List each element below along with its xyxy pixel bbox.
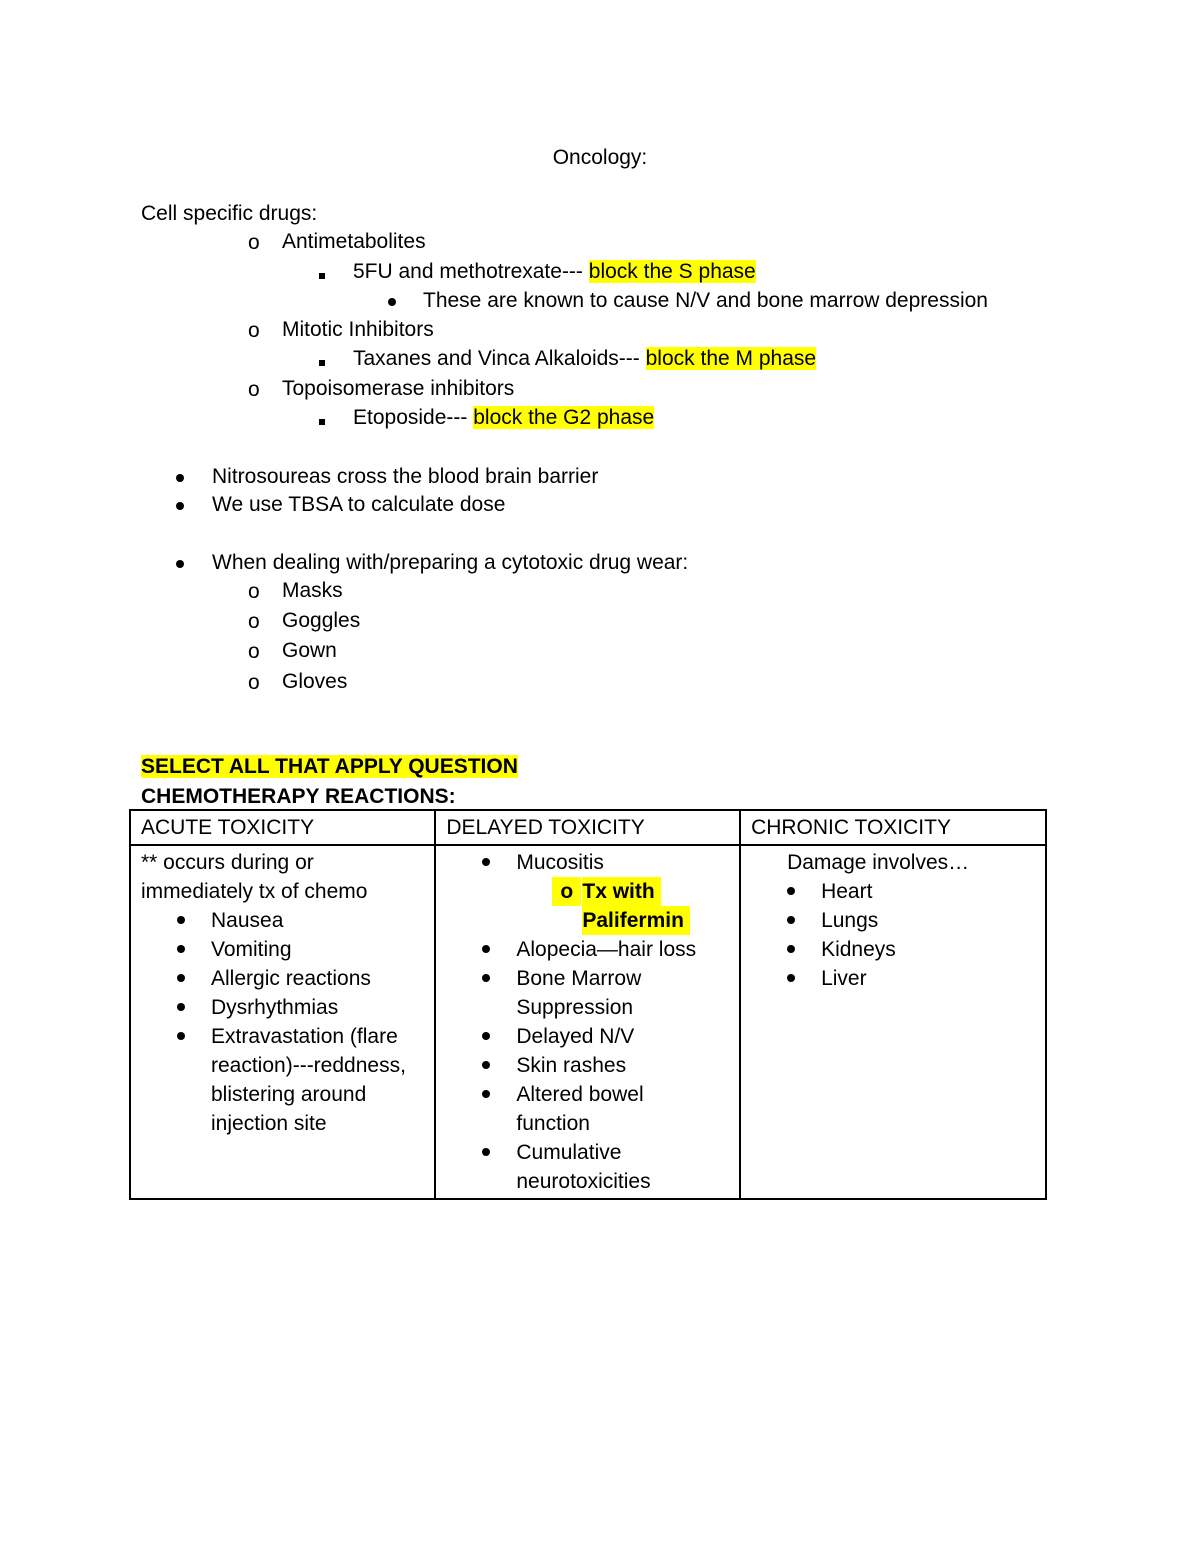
circle-bullet-icon: o (248, 378, 260, 401)
acute-intro: ** occurs during or (141, 851, 314, 874)
sub-list-item: o Tx with Palifermin (446, 877, 729, 935)
dot-bullet-icon (482, 1090, 490, 1098)
list-item: Extravastation (flare reaction)---reddness, blistering around injection site (141, 1022, 424, 1138)
square-bullet-icon (319, 346, 325, 374)
list-item: Delayed N/V (446, 1022, 729, 1051)
chronic-list (751, 877, 1035, 993)
list-item: Mucositis (446, 848, 729, 877)
drug-example-line: Taxanes and Vinca Alkaloids--- block the M phase (353, 347, 817, 370)
dot-bullet-icon (177, 916, 185, 924)
list-item: Lungs (751, 906, 1035, 935)
dot-bullet-icon (482, 1032, 490, 1040)
acute-cell (130, 845, 435, 1199)
delayed-list (446, 848, 729, 877)
list-item: Heart (751, 877, 1035, 906)
drug-example-line: Etoposide--- block the G2 phase (353, 406, 655, 429)
list-item: Bone Marrow Suppression (446, 964, 729, 1022)
dot-bullet-icon (787, 916, 795, 924)
list-item: Kidneys (751, 935, 1035, 964)
list-item: Liver (751, 964, 1035, 993)
highlighted-phase: block the G2 phase (473, 406, 655, 429)
delayed-cell (435, 845, 740, 1199)
header-delayed: DELAYED TOXICITY (435, 810, 740, 845)
dot-bullet-icon (482, 1148, 490, 1156)
drug-note: These are known to cause N/V and bone marrow depression (423, 289, 988, 312)
question-banner: SELECT ALL THAT APPLY QUESTION (141, 755, 518, 778)
list-item: Cumulative neurotoxicities (446, 1138, 729, 1196)
list-item: Dysrhythmias (141, 993, 424, 1022)
list-item: Skin rashes (446, 1051, 729, 1080)
acute-intro: immediately tx of chemo (141, 880, 368, 903)
dot-bullet-icon (787, 974, 795, 982)
dot-bullet-icon (482, 945, 490, 953)
page-title: Oncology: (552, 146, 648, 169)
dot-bullet-icon (388, 286, 396, 314)
dot-bullet-icon (177, 1032, 185, 1040)
drug-class-topoisomerase: Topoisomerase inhibitors (282, 377, 515, 400)
circle-bullet-icon: o (248, 610, 260, 633)
square-bullet-icon (319, 259, 325, 287)
acute-list (141, 906, 424, 1138)
dot-bullet-icon (787, 887, 795, 895)
dot-bullet-icon (176, 462, 184, 490)
highlighted-phase: block the S phase (588, 260, 756, 283)
table-header-row (130, 810, 1046, 845)
section-heading: Cell specific drugs: (141, 202, 318, 225)
dot-bullet-icon (176, 548, 184, 576)
ppe-intro: When dealing with/preparing a cytotoxic drug wear: (212, 551, 689, 574)
drug-class-antimetabolites: Antimetabolites (282, 230, 426, 253)
fact-item: We use TBSA to calculate dose (212, 493, 506, 516)
header-chronic: CHRONIC TOXICITY (740, 810, 1046, 845)
dot-bullet-icon (787, 945, 795, 953)
dot-bullet-icon (177, 1003, 185, 1011)
list-item: Alopecia—hair loss (446, 935, 729, 964)
dot-bullet-icon (482, 974, 490, 982)
dot-bullet-icon (482, 858, 490, 866)
reactions-heading: CHEMOTHERAPY REACTIONS: (141, 785, 456, 808)
dot-bullet-icon (176, 490, 184, 518)
circle-bullet-icon: o (248, 580, 260, 603)
list-item: Altered bowel function (446, 1080, 729, 1138)
header-acute: ACUTE TOXICITY (130, 810, 435, 845)
circle-bullet-icon: o (248, 231, 260, 254)
ppe-item: Goggles (282, 609, 361, 632)
circle-bullet-icon: o (248, 640, 260, 663)
ppe-item: Gown (282, 639, 337, 662)
list-item: Allergic reactions (141, 964, 424, 993)
circle-bullet-icon: o (248, 671, 260, 694)
fact-item: Nitrosoureas cross the blood brain barrier (212, 465, 599, 488)
chronic-cell (740, 845, 1046, 1199)
list-item: Nausea (141, 906, 424, 935)
dot-bullet-icon (482, 1061, 490, 1069)
square-bullet-icon (319, 405, 325, 433)
toxicity-table (129, 809, 1047, 1200)
table-row (130, 845, 1046, 1199)
drug-example-line: 5FU and methotrexate--- block the S phase (353, 260, 756, 283)
dot-bullet-icon (177, 974, 185, 982)
ppe-item: Masks (282, 579, 343, 602)
highlighted-phase: block the M phase (645, 347, 817, 370)
drug-class-mitotic-inhibitors: Mitotic Inhibitors (282, 318, 434, 341)
chronic-intro: Damage involves… (787, 851, 970, 874)
list-item: Vomiting (141, 935, 424, 964)
ppe-item: Gloves (282, 670, 348, 693)
dot-bullet-icon (177, 945, 185, 953)
circle-bullet-icon: o (248, 319, 260, 342)
circle-bullet-icon: o (552, 877, 581, 906)
delayed-list (446, 935, 729, 1196)
